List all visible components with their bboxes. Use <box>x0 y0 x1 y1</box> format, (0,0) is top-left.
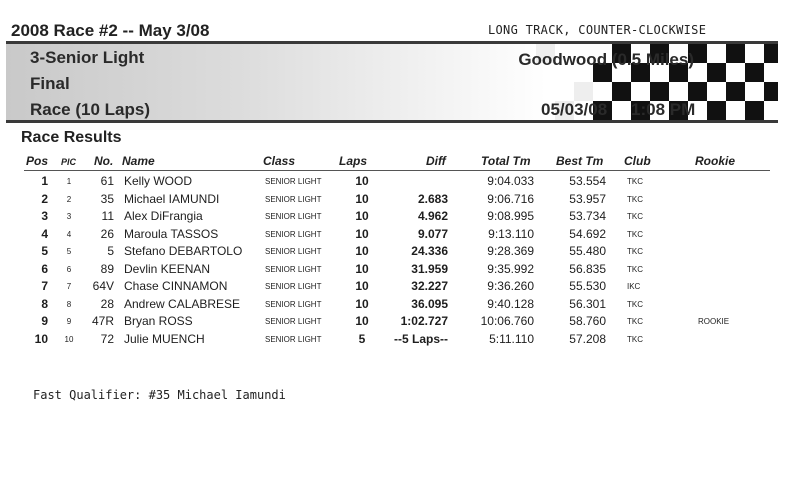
results-title: Race Results <box>21 129 122 146</box>
cell-name: Chase CINNAMON <box>124 279 228 293</box>
header-rule <box>24 170 770 171</box>
banner-bottom-rule <box>6 120 778 123</box>
cell-best: 53.957 <box>569 192 606 206</box>
cell-name: Andrew CALABRESE <box>124 297 241 311</box>
cell-class: SENIOR LIGHT <box>265 195 322 204</box>
cell-diff: 31.959 <box>411 262 448 276</box>
column-header-name: Name <box>122 154 155 168</box>
table-row <box>0 244 800 261</box>
cell-total: 9:13.110 <box>488 227 534 241</box>
cell-name: Devlin KEENAN <box>124 262 211 276</box>
cell-pic: 2 <box>66 195 72 204</box>
cell-no: 5 <box>107 244 114 258</box>
cell-name: Stefano DEBARTOLO <box>124 244 243 258</box>
cell-no: 35 <box>100 192 114 206</box>
cell-club: TKC <box>627 247 643 256</box>
cell-name: Bryan ROSS <box>124 314 193 328</box>
cell-laps: 10 <box>355 297 369 311</box>
cell-club: TKC <box>627 195 643 204</box>
cell-no: 11 <box>101 209 114 223</box>
cell-best: 58.760 <box>569 314 606 328</box>
race-date: 05/03/08 <box>541 100 608 119</box>
cell-best: 55.480 <box>569 244 606 258</box>
cell-pos: 10 <box>34 332 48 346</box>
cell-pos: 5 <box>41 244 48 258</box>
cell-name: Kelly WOOD <box>124 174 193 188</box>
column-header-diff: Diff <box>426 154 446 168</box>
cell-class: SENIOR LIGHT <box>265 177 322 186</box>
cell-pic: 9 <box>66 317 72 326</box>
race-time: 1:08 PM <box>631 100 696 119</box>
cell-total: 5:11.110 <box>489 332 534 346</box>
race-name: Race (10 Laps) <box>30 100 150 119</box>
cell-pic: 6 <box>66 265 72 274</box>
cell-name: Alex DiFrangia <box>124 209 203 223</box>
fast-qualifier: Fast Qualifier: #35 Michael Iamundi <box>33 388 286 402</box>
cell-no: 61 <box>100 174 114 188</box>
cell-diff: 2.683 <box>417 192 448 206</box>
cell-laps: 5 <box>358 332 366 346</box>
cell-diff: 1:02.727 <box>400 314 448 328</box>
cell-laps: 10 <box>355 209 369 223</box>
column-header-best: Best Tm <box>556 154 604 168</box>
cell-diff: 32.227 <box>411 279 448 293</box>
column-header-total: Total Tm <box>481 154 531 168</box>
cell-laps: 10 <box>355 174 369 188</box>
track-note: LONG TRACK, COUNTER-CLOCKWISE <box>488 23 707 37</box>
cell-diff: 9.077 <box>417 227 448 241</box>
cell-class: SENIOR LIGHT <box>265 282 322 291</box>
cell-pos: 2 <box>41 192 48 206</box>
cell-pic: 8 <box>66 300 72 309</box>
cell-best: 57.208 <box>569 332 606 346</box>
cell-total: 9:35.992 <box>487 262 534 276</box>
cell-pos: 1 <box>41 174 48 188</box>
cell-class: SENIOR LIGHT <box>265 247 322 256</box>
flag-square <box>650 82 669 101</box>
flag-square <box>745 63 764 82</box>
cell-club: TKC <box>627 317 643 326</box>
cell-laps: 10 <box>355 279 369 293</box>
cell-diff: 24.336 <box>411 244 448 258</box>
cell-laps: 10 <box>355 262 369 276</box>
table-row <box>0 174 800 191</box>
flag-square <box>745 101 764 120</box>
table-row <box>0 227 800 244</box>
flag-square <box>764 82 778 101</box>
flag-square <box>726 82 745 101</box>
column-header-rookie: Rookie <box>695 154 736 168</box>
table-row <box>0 262 800 279</box>
cell-best: 53.734 <box>569 209 606 223</box>
cell-rookie: ROOKIE <box>698 317 730 326</box>
cell-club: TKC <box>627 230 643 239</box>
cell-pic: 7 <box>66 282 72 291</box>
table-row <box>0 279 800 296</box>
cell-diff: --5 Laps-- <box>394 332 448 346</box>
flag-square <box>707 63 726 82</box>
cell-pic: 1 <box>66 177 72 186</box>
cell-no: 72 <box>100 332 114 346</box>
cell-best: 55.530 <box>569 279 606 293</box>
cell-laps: 10 <box>355 244 369 258</box>
cell-laps: 10 <box>355 227 369 241</box>
event-banner <box>6 44 778 120</box>
cell-name: Michael IAMUNDI <box>124 192 220 206</box>
cell-total: 9:04.033 <box>487 174 534 188</box>
table-row <box>0 297 800 314</box>
column-header-no: No. <box>94 154 114 168</box>
class-name: 3-Senior Light <box>30 48 145 67</box>
cell-pos: 3 <box>41 209 48 223</box>
column-header-pic: PIC <box>61 157 77 167</box>
cell-name: Julie MUENCH <box>124 332 205 346</box>
column-header-club: Club <box>624 154 651 168</box>
cell-class: SENIOR LIGHT <box>265 230 322 239</box>
cell-diff: 4.962 <box>417 209 448 223</box>
session-name: Final <box>30 74 70 93</box>
track-name: Goodwood (0.5 Miles) <box>518 50 694 69</box>
cell-laps: 10 <box>355 192 369 206</box>
cell-class: SENIOR LIGHT <box>265 300 322 309</box>
cell-best: 56.301 <box>569 297 606 311</box>
cell-no: 47R <box>91 314 114 328</box>
cell-pic: 3 <box>66 212 72 221</box>
cell-total: 9:28.369 <box>487 244 534 258</box>
flag-square <box>612 82 631 101</box>
cell-best: 54.692 <box>569 227 606 241</box>
cell-diff: 36.095 <box>411 297 448 311</box>
cell-club: TKC <box>627 177 643 186</box>
cell-class: SENIOR LIGHT <box>265 212 322 221</box>
table-row <box>0 332 800 349</box>
table-row <box>0 314 800 331</box>
cell-best: 56.835 <box>569 262 606 276</box>
cell-best: 53.554 <box>569 174 606 188</box>
flag-square <box>707 101 726 120</box>
cell-club: IKC <box>627 282 641 291</box>
flag-square <box>764 44 778 63</box>
table-row <box>0 192 800 209</box>
cell-club: TKC <box>627 265 643 274</box>
cell-pic: 4 <box>66 230 72 239</box>
cell-pos: 4 <box>41 227 48 241</box>
cell-club: TKC <box>627 212 643 221</box>
cell-total: 10:06.760 <box>480 314 534 328</box>
cell-pos: 6 <box>41 262 48 276</box>
cell-total: 9:08.995 <box>487 209 534 223</box>
cell-pos: 9 <box>41 314 48 328</box>
cell-pic: 10 <box>64 335 74 344</box>
cell-name: Maroula TASSOS <box>124 227 219 241</box>
cell-total: 9:06.716 <box>487 192 534 206</box>
cell-laps: 10 <box>355 314 369 328</box>
column-header-class: Class <box>263 154 296 168</box>
cell-class: SENIOR LIGHT <box>265 335 322 344</box>
flag-square <box>688 82 707 101</box>
column-header-pos: Pos <box>26 154 49 168</box>
cell-class: SENIOR LIGHT <box>265 317 322 326</box>
cell-total: 9:40.128 <box>487 297 534 311</box>
cell-no: 26 <box>100 227 114 241</box>
cell-pic: 5 <box>66 247 72 256</box>
cell-club: TKC <box>627 300 643 309</box>
flag-square <box>574 82 593 101</box>
column-header-laps: Laps <box>339 154 368 168</box>
cell-no: 64V <box>92 279 114 293</box>
cell-pos: 7 <box>41 279 48 293</box>
cell-club: TKC <box>627 335 643 344</box>
cell-pos: 8 <box>41 297 48 311</box>
cell-no: 89 <box>100 262 114 276</box>
page-title: 2008 Race #2 -- May 3/08 <box>11 21 210 40</box>
table-row <box>0 209 800 226</box>
flag-square <box>726 44 745 63</box>
cell-no: 28 <box>100 297 114 311</box>
cell-class: SENIOR LIGHT <box>265 265 322 274</box>
cell-total: 9:36.260 <box>487 279 534 293</box>
